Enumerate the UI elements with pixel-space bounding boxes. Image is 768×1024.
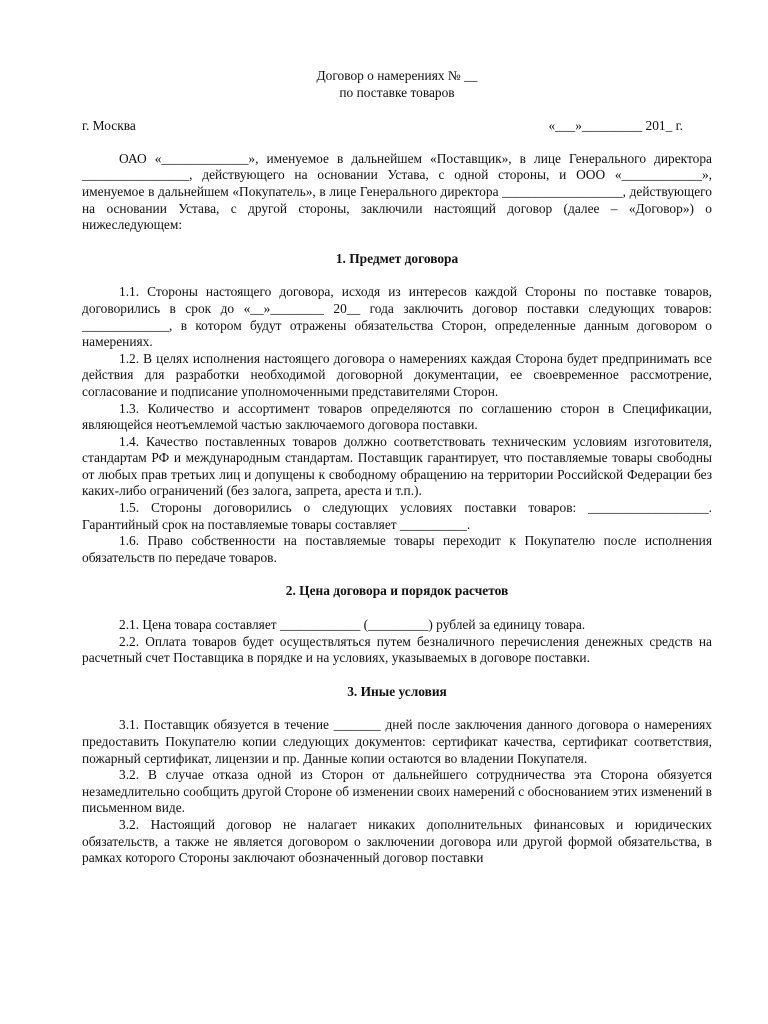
section-heading-2: 2. Цена договора и порядок расчетов xyxy=(285,583,509,599)
title-line-2: по поставке товаров xyxy=(339,84,455,100)
contract-date: «___»_________ 201_ г. xyxy=(548,118,683,134)
city: г. Москва xyxy=(82,118,136,134)
clause-3-2: 3.2. В случае отказа одной из Сторон от дальнейшего сотрудничества эта Сторона обязуется незамедлительно сообщить другой Стороне об изменении своих намерений с обоснованием этих изменений в письменном виде. xyxy=(82,767,712,816)
document-title xyxy=(82,68,712,101)
clause-3-2b: 3.2. Настоящий договор не налагает никаких дополнительных финансовых и юридических обязательств, а также не является договором о заключении договора или другой формой обязательства, в рамках которого Стороны заключают обозначенный договор поставки xyxy=(82,816,712,866)
clause-1-3: 1.3. Количество и ассортимент товаров определяются по соглашению сторон в Спецификации, являющейся неотъемлемой частью заключаемого договора поставки. xyxy=(82,400,712,433)
clause-1-5: 1.5. Стороны договорились о следующих условиях поставки товаров: __________________. Гарантийный срок на поставляемые товары составляет __________. xyxy=(82,500,712,532)
document-body xyxy=(82,68,712,867)
clause-3-1: 3.1. Поставщик обязуется в течение _______ дней после заключения данного договора о намерениях предоставить Покупателю копии следующих документов: сертификат качества, сертификат соответствия, пожарный сертификат, лицензии и пр. Данные копии остаются во владении Покупателя. xyxy=(82,717,712,766)
clause-2-2: 2.2. Оплата товаров будет осуществляться путем безналичного перечисления денежных средств на расчетный счет Поставщика в порядке и на условиях, указываемых в договоре поставки. xyxy=(82,633,712,666)
clause-2-1: 2.1. Цена товара составляет ____________ (_________) рублей за единицу товара. xyxy=(119,617,586,633)
section-heading-3: 3. Иные условия xyxy=(347,683,447,699)
title-line-1: Договор о намерениях № __ xyxy=(316,68,478,83)
preamble: ОАО «_____________», именуемое в дальнейшем «Поставщик», в лице Генерального директора ________________, действующего на основании Устава, с одной стороны, и ООО «____________», именуемое в дальнейшем «Покупатель», в лице Генерального директора __________________, действующего на основании Устава, с другой стороны, заключили настоящий договор (далее – «Договор») о нижеследующем: xyxy=(82,150,712,233)
section-heading-1: 1. Предмет договора xyxy=(335,250,459,266)
clause-1-6: 1.6. Право собственности на поставляемые товары переходит к Покупателю после исполнения обязательств по передаче товаров. xyxy=(82,533,712,565)
clause-1-1: 1.1. Стороны настоящего договора, исходя из интересов каждой Стороны по поставке товаров, договорились в срок до «__»________ 20__ года заключить договор поставки следующих товаров: _____________, в котором будут отражены обязательства Сторон, определенные данным договором о намерениях. xyxy=(82,284,712,350)
clause-1-2: 1.2. В целях исполнения настоящего договора о намерениях каждая Сторона будет предпринимать все действия для разработки необходимой договорной документации, ее своевременное рассмотрение, согласование и подписание уполномоченными представителями Сторон. xyxy=(82,350,712,399)
clause-1-4: 1.4. Качество поставленных товаров должно соответствовать техническим условиям изготовителя, стандартам РФ и международным стандартам. Поставщик гарантирует, что поставляемые товары свободны от любых прав третьих лиц и допущены к свободному обращению на территории Российской Федерации без каких-либо ограничений (без залога, запрета, ареста и т.п.). xyxy=(82,433,712,499)
city-date-row xyxy=(82,118,712,135)
